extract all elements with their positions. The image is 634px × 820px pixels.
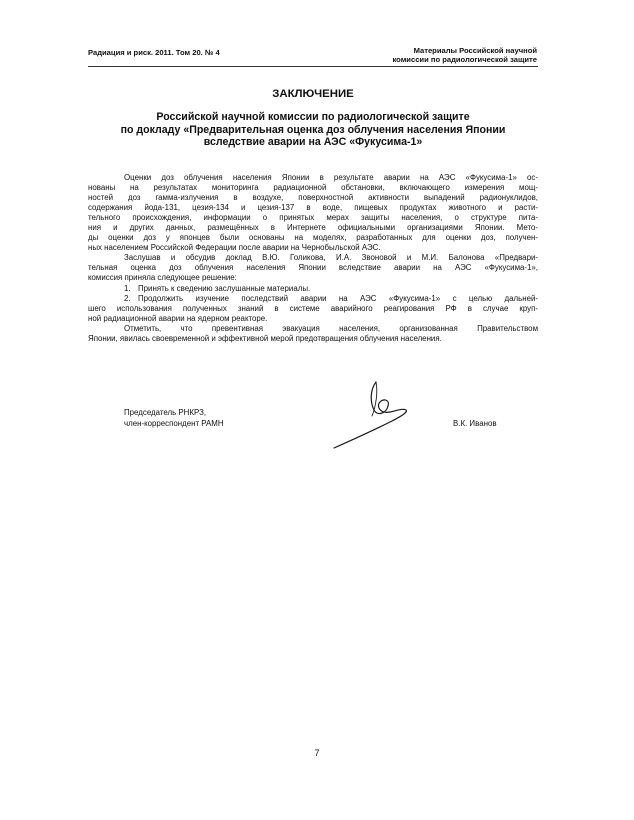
body-line: нованы на результатах мониторинга радиационной обстановки, включающего измерения мощ-: [88, 183, 538, 193]
body-line: Заслушав и обсудив доклад В.Ю. Голикова, И.А. Звоновой и М.И. Балонова «Предвари-: [124, 253, 538, 263]
list-item: [88, 294, 538, 304]
list-number: 2.: [124, 293, 131, 303]
page-number: 7: [314, 748, 320, 758]
body-line: Отметить, что превентивная эвакуация населения, организованная Правительством: [124, 323, 538, 333]
list-number: 1.: [124, 283, 131, 293]
body-line: шего использования полученных знаний в системе аварийного реагирования РФ в случае круп-: [88, 303, 538, 313]
page-subtitle: [88, 111, 538, 149]
section-header: [392, 46, 537, 64]
handwritten-signature: [330, 376, 450, 457]
subtitle-line: по докладу «Предварительная оценка доз облучения населения Японии: [120, 123, 506, 136]
signatory-name: В.К. Иванов: [453, 419, 497, 428]
body-line: ных населением Российской Федерации после аварии на Чернобыльской АЭС.: [88, 243, 381, 253]
body-line: тельного происхождения, информации о принятых мерах защиты населения, о структуре пита-: [88, 213, 538, 223]
list-item-text: Продолжить изучение последствий аварии на АЭС «Фукусима-1» с целью дальней-: [138, 293, 538, 303]
body-line: ния и других данных, размещённых в Интернете официальными организациями Японии. Мето-: [88, 223, 538, 233]
body-line: Оценки доз облучения населения Японии в результате аварии на АЭС «Фукусима-1» ос-: [124, 173, 538, 182]
body-line: комиссия приняла следующее решение:: [88, 273, 237, 283]
list-item: [88, 284, 538, 294]
subtitle-line: вследствие аварии на АЭС «Фукусима-1»: [203, 136, 423, 148]
body-line: Японии, явилась своевременной и эффективной мерой предотвращения облучения населения.: [88, 333, 442, 343]
page-title: ЗАКЛЮЧЕНИЕ: [272, 88, 354, 100]
list-item-text: Принять к сведению заслушанные материалы.: [138, 283, 311, 293]
signatory-role-line1: Председатель РНКРЗ,: [124, 408, 207, 417]
header-divider: [88, 66, 538, 67]
signatory-role-line2: член-корреспондент РАМН: [124, 418, 224, 428]
body-line: ды оценки доз у японцев были основаны на моделях, разработанных для оценки доз, получен-: [88, 233, 538, 243]
body-line: ной радиационной аварии на ядерном реакторе.: [88, 313, 268, 323]
signatory-title: [124, 408, 224, 429]
body-line: ностей доз гамма-излучения в воздухе, поверхностной активности выпадений радионуклидов,: [88, 193, 538, 203]
body-text: [88, 173, 538, 344]
journal-header: Радиация и риск. 2011. Том 20. № 4: [88, 48, 220, 57]
body-line: тельная оценка доз облучения населения Японии вследствие аварии на АЭС «Фукусима-1»,: [88, 263, 538, 273]
body-line: содержания йода-131, цезия-134 и цезия-137 в воде, пищевых продуктах животного и расти-: [88, 203, 538, 213]
subtitle-line: Российской научной комиссии по радиологической защите: [156, 111, 470, 123]
section-header-line1: Материалы Российской научной: [413, 46, 537, 55]
section-header-line2: комиссии по радиологической защите: [392, 55, 537, 64]
signature-icon: [330, 376, 450, 452]
